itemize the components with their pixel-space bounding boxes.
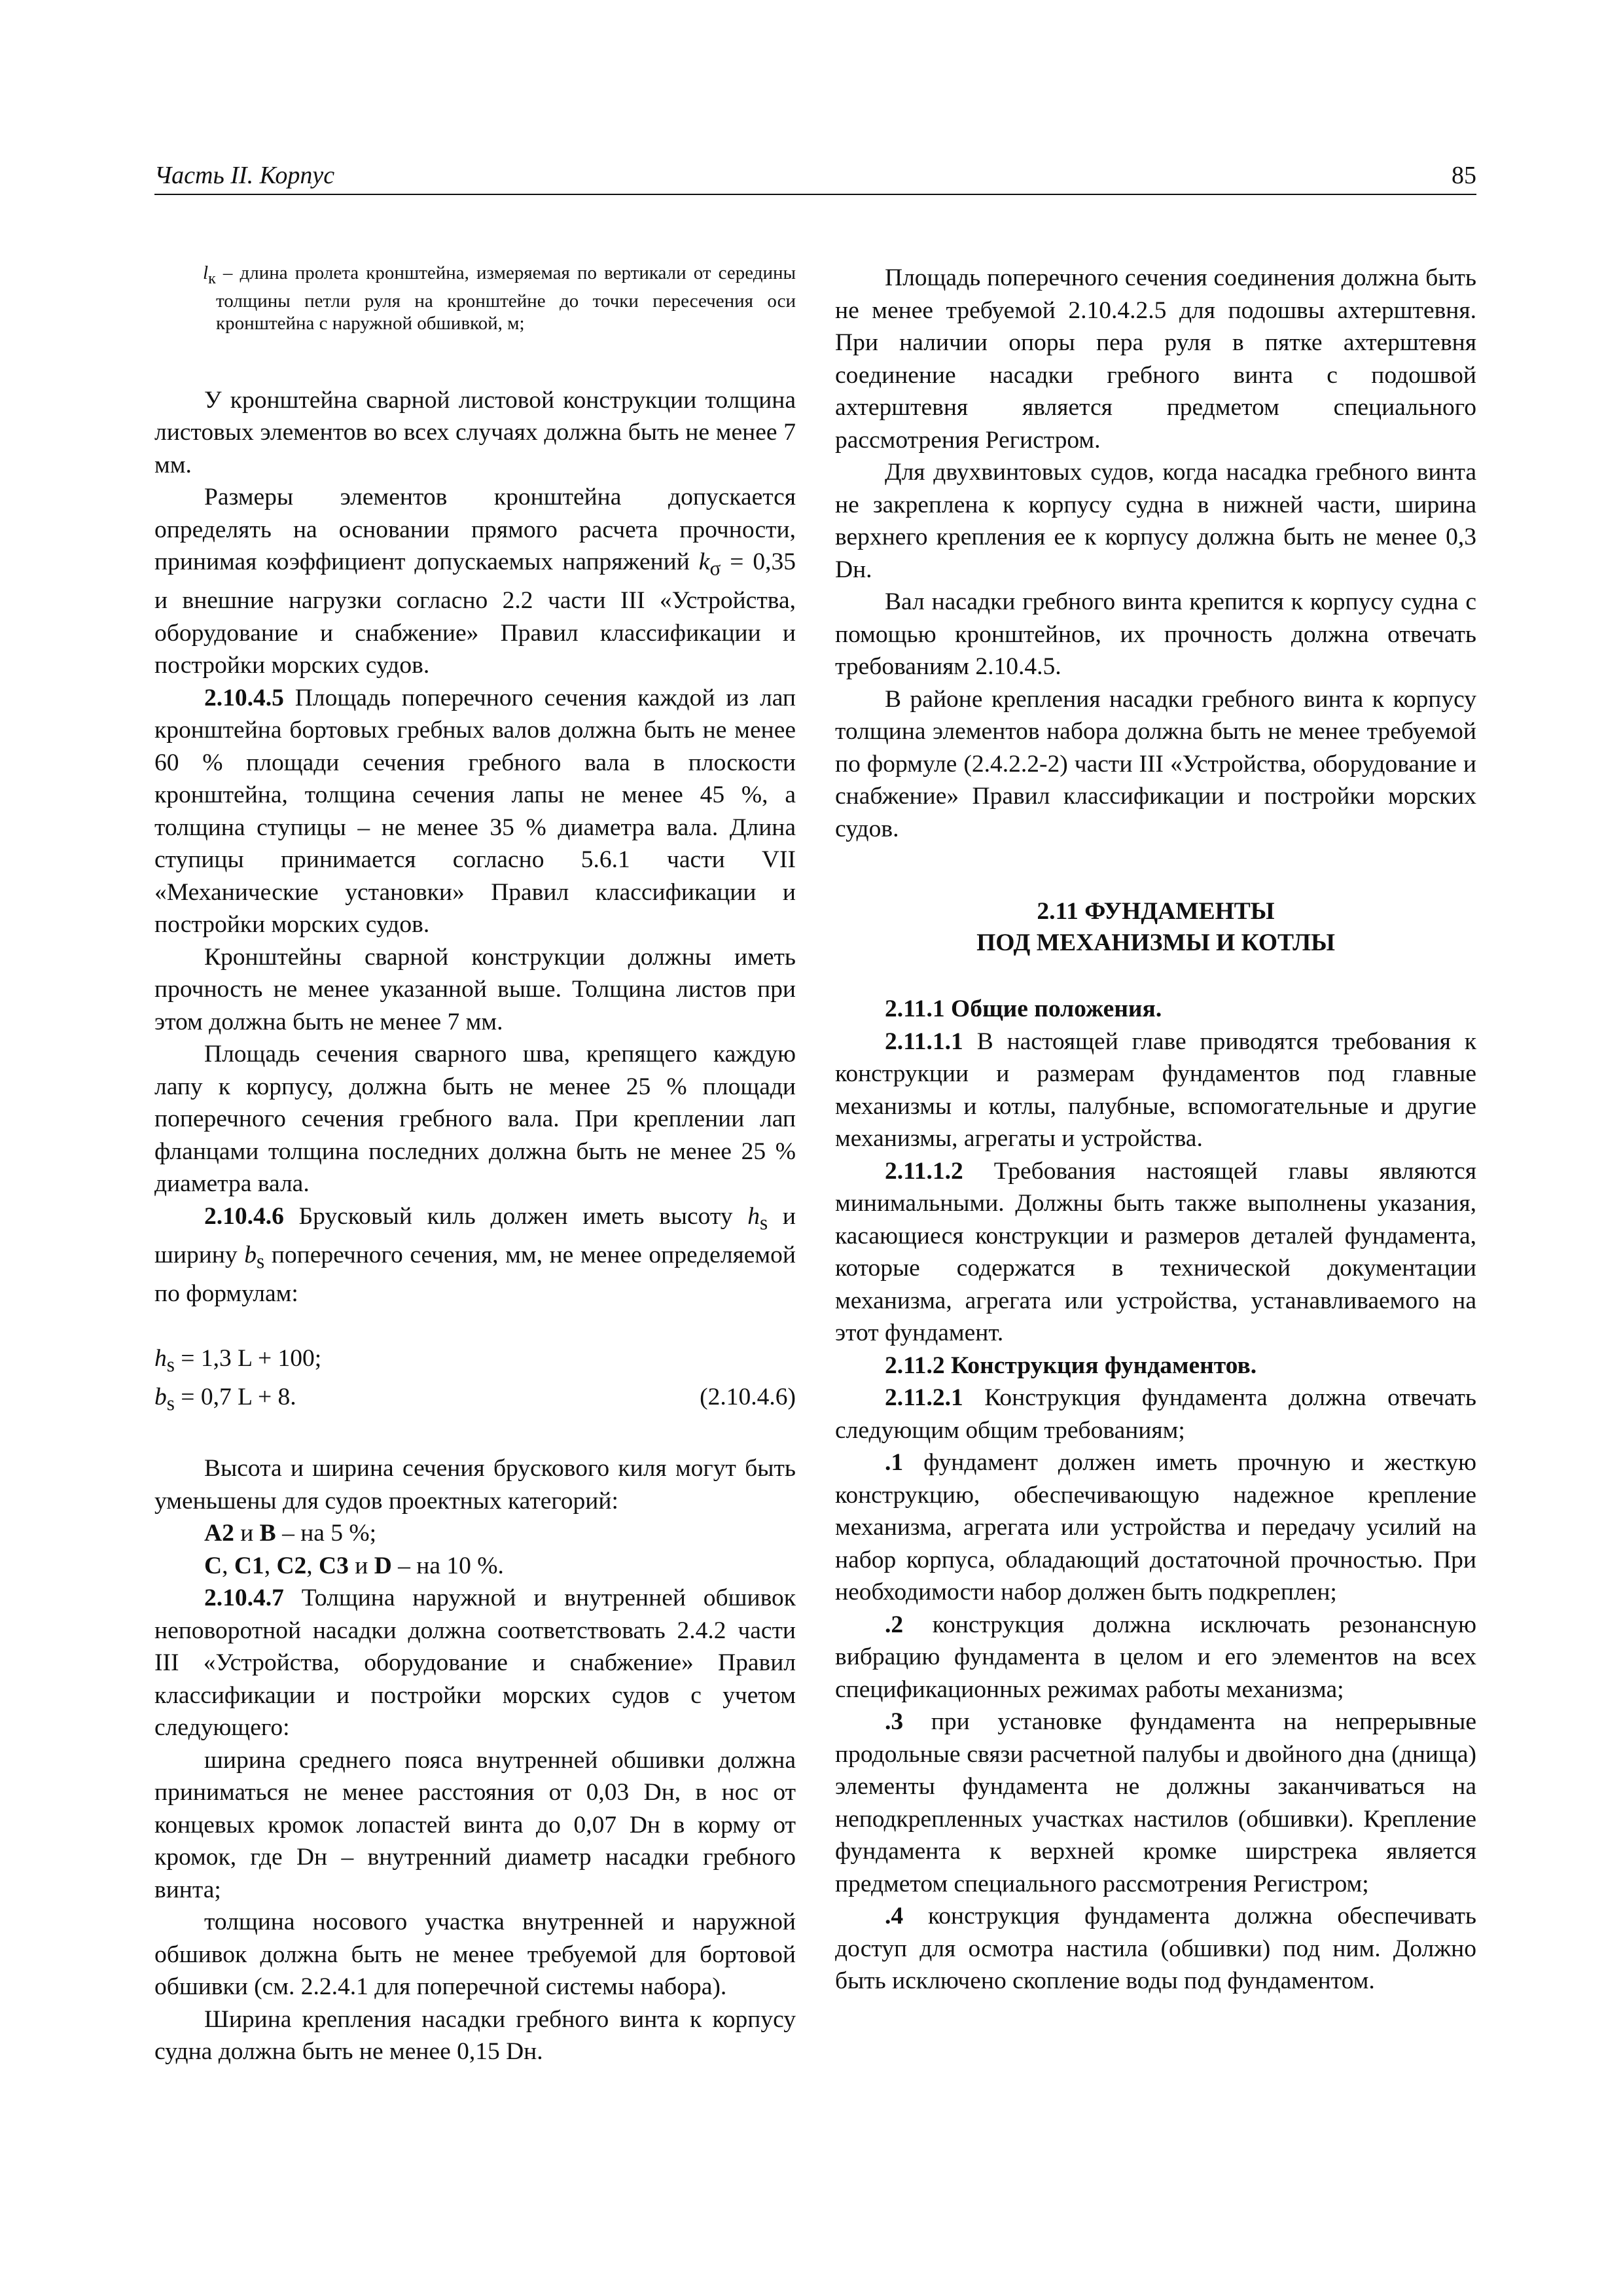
width-variable: b: [244, 1241, 257, 1268]
list-item: [835, 1706, 1476, 1900]
left-column: [154, 262, 796, 2068]
formula-block: [154, 1342, 796, 1420]
paragraph: толщина носового участка внутренней и наружной обшивок должна быть не менее требуемой для бортовой обшивки (см. 2.2.4.1 для поперечной системы набора).: [154, 1909, 796, 2001]
paragraph-text: Требования настоящей главы являются минимальными. Должны быть также выполнены указания, касающиеся конструкции и размеров деталей фундамента, которые содержатся в технической документации механизма, агрегата или устройства, устанавливаемого на этот фундамент.: [835, 1157, 1476, 1346]
paragraph: В районе крепления насадки гребного винта к корпусу толщина элементов набора должна быть не менее требуемой по формуле (2.4.2.2-2) части III «Устройства, оборудование и снабжение» Правил классификации и постройки морских судов.: [835, 685, 1476, 842]
formula-text: = 0,7 L + 8.: [174, 1384, 296, 1411]
paragraph-text: Брусковый киль должен иметь высоту: [283, 1202, 748, 1230]
paragraph-text: поперечного сечения, мм, не менее определяемой по формулам:: [154, 1241, 796, 1307]
category-label: A2: [204, 1520, 234, 1547]
header-rule: [154, 194, 1476, 195]
subsection-heading: 2.11.2 Конструкция фундаментов.: [885, 1352, 1257, 1379]
separator: ,: [306, 1552, 319, 1579]
clause-number: 2.11.1.2: [885, 1157, 963, 1185]
separator: ,: [222, 1552, 234, 1579]
paragraph-text: Толщина наружной и внутренней обшивок неповоротной насадки должна соответствовать 2.4.2 части III «Устройства, оборудование и снабжение» Правил классификации и постройки морских судов с учетом следующего:: [154, 1585, 796, 1742]
paragraph-text: и ширину: [154, 1202, 796, 1268]
paragraph: Ширина крепления насадки гребного винта к корпусу судна должна быть не менее 0,15 Dн.: [154, 2005, 796, 2066]
paragraph-text: конструкция фундамента должна обеспечивать доступ для осмотра настила (обшивки) под ним. Должно быть исключено скопление воды под фундаментом.: [835, 1903, 1476, 1994]
paragraph-text: – на 10 %.: [391, 1552, 504, 1579]
height-subscript: s: [760, 1211, 768, 1234]
paragraph-text: Размеры элементов кронштейна допускается определять на основании прямого расчета прочности, принимая коэффициент допускаемых напряжений: [154, 484, 796, 576]
paragraph-text: при установке фундамента на непрерывные продольные связи расчетной палубы и двойного дна (днища) элементы фундамента не должны заканчиваться на неподкрепленных участках настилов (обшивки). Крепление фундамента к верхней кромке ширстрека является предметом специального рассмотрения Регистром;: [835, 1708, 1476, 1897]
paragraph-text: – на 5 %;: [276, 1520, 377, 1547]
category-label: D: [374, 1552, 392, 1579]
paragraph: Кронштейны сварной конструкции должны иметь прочность не менее указанной выше. Толщина листов при этом должна быть не менее 7 мм.: [154, 943, 796, 1035]
category-list: [154, 1517, 796, 1550]
category-label: B: [259, 1520, 276, 1547]
separator: и: [348, 1552, 374, 1579]
clause-number: 2.11.1.1: [885, 1028, 963, 1055]
formula-line: [154, 1342, 796, 1381]
section-title: [835, 896, 1476, 959]
coefficient-subscript: σ: [709, 556, 721, 580]
paragraph: [154, 682, 796, 941]
paragraph: [835, 1382, 1476, 1446]
note-variable: l: [203, 262, 209, 283]
clause-number: 2.11.2.1: [885, 1384, 963, 1411]
paragraph: ширина среднего пояса внутренней обшивки должна приниматься не менее расстояния от 0,03 Dн, в нос от концевых кромок лопастей винта до 0,07 Dн в корму от кромок, где Dн – внутренний диаметр насадки гребного винта;: [154, 1746, 796, 1903]
clause-number: 2.10.4.7: [204, 1585, 284, 1612]
paragraph: [154, 481, 796, 682]
list-item: [835, 1446, 1476, 1609]
item-number: .3: [885, 1708, 904, 1735]
category-label: C3: [319, 1552, 349, 1579]
paragraph: [154, 1200, 796, 1310]
subsection-heading: 2.11.1 Общие положения.: [885, 996, 1162, 1022]
list-item: [835, 1900, 1476, 1998]
height-variable: h: [747, 1202, 760, 1230]
right-column: [835, 262, 1476, 1998]
category-label: C1: [234, 1552, 264, 1579]
clause-number: 2.10.4.5: [204, 684, 284, 711]
formula-subscript: s: [166, 1391, 175, 1415]
paragraph-text: В настоящей главе приводятся требования к конструкции и размерам фундаментов под главные механизмы и котлы, палубные, вспомогательные и другие механизмы, агрегаты и устройства.: [835, 1028, 1476, 1152]
paragraph: Высота и ширина сечения брускового киля могут быть уменьшены для судов проектных категорий:: [154, 1455, 796, 1515]
item-number: .2: [885, 1611, 904, 1638]
formula-variable: b: [154, 1384, 167, 1411]
separator: ,: [264, 1552, 277, 1579]
paragraph: [835, 1155, 1476, 1350]
paragraph-text: конструкция должна исключать резонансную вибрацию фундамента в целом и его элементов на всех спецификационных режимах работы механизма;: [835, 1611, 1476, 1703]
paragraph-text: Площадь поперечного сечения каждой из лап кронштейна бортовых гребных валов должна быть не менее 60 % площади сечения гребного вала в плоскости кронштейна, толщина сечения лапы не менее 45 %, а толщина ступицы – не менее 35 % диаметра вала. Длина ступицы принимается согласно 5.6.1 части VII «Механические установки» Правил классификации и постройки морских судов.: [154, 684, 796, 939]
page-header: [154, 156, 1476, 195]
item-number: .1: [885, 1449, 904, 1476]
list-item: [835, 1609, 1476, 1706]
item-number: .4: [885, 1903, 904, 1929]
note-subscript: к: [208, 269, 216, 287]
section-title-line: 2.11 ФУНДАМЕНТЫ: [1037, 898, 1275, 925]
formula-variable: h: [154, 1345, 167, 1372]
category-label: C2: [276, 1552, 307, 1579]
paragraph: [835, 1026, 1476, 1155]
section-title-line: ПОД МЕХАНИЗМЫ И КОТЛЫ: [976, 929, 1335, 956]
paragraph: [154, 1582, 796, 1744]
formula-text: = 1,3 L + 100;: [174, 1345, 322, 1372]
formula: [154, 1342, 321, 1381]
width-subscript: s: [257, 1249, 265, 1273]
running-title: Часть II. Корпус: [154, 162, 335, 189]
paragraph-text: фундамент должен иметь прочную и жесткую конструкцию, обеспечивающую надежное крепление механизма, агрегата или устройства и передачу усилий на набор корпуса, обладающий достаточной прочностью. При необходимости набор должен быть подкреплен;: [835, 1449, 1476, 1605]
paragraph-text: и: [234, 1520, 260, 1547]
paragraph: У кронштейна сварной листовой конструкции толщина листовых элементов во всех случаях должна быть не менее 7 мм.: [154, 386, 796, 478]
coefficient-variable: k: [698, 548, 710, 576]
formula-subscript: s: [166, 1353, 175, 1376]
clause-number: 2.10.4.6: [204, 1202, 284, 1230]
page-number: 85: [1452, 162, 1476, 189]
category-list: [154, 1550, 796, 1583]
formula-number: (2.10.4.6): [700, 1384, 796, 1411]
paragraph-text: = 0,35 и внешние нагрузки согласно 2.2 части III «Устройства, оборудование и снабжение» Правил классификации и постройки морских судов.: [154, 548, 796, 679]
category-label: C: [204, 1552, 223, 1579]
note-text: – длина пролета кронштейна, измеряемая по вертикали от середины толщины петли руля на кронштейне до точки пересечения оси кронштейна с наружной обшивкой, м;: [215, 262, 796, 334]
variable-note: [154, 262, 796, 334]
paragraph: Для двухвинтовых судов, когда насадка гребного винта не закреплена к корпусу судна в нижней части, ширина верхнего крепления ее к корпусу должна быть не менее 0,3 Dн.: [835, 459, 1476, 583]
paragraph: Площадь сечения сварного шва, крепящего каждую лапу к корпусу, должна быть не менее 25 % площади поперечного сечения гребного вала. При креплении лап фланцами толщина последних должна быть не менее 25 % диаметра вала.: [154, 1041, 796, 1198]
paragraph: Вал насадки гребного винта крепится к корпусу судна с помощью кронштейнов, их прочность должна отвечать требованиям 2.10.4.5.: [835, 588, 1476, 680]
paragraph-text: Конструкция фундамента должна отвечать следующим общим требованиям;: [835, 1384, 1476, 1444]
paragraph: Площадь поперечного сечения соединения должна быть не менее требуемой 2.10.4.2.5 для подошвы ахтерштевня. При наличии опоры пера руля в пятке ахтерштевня соединение насадки гребного винта с подошвой ахтерштевня является предметом специального рассмотрения Регистром.: [835, 264, 1476, 454]
formula: [154, 1381, 296, 1420]
formula-line: [154, 1381, 796, 1420]
